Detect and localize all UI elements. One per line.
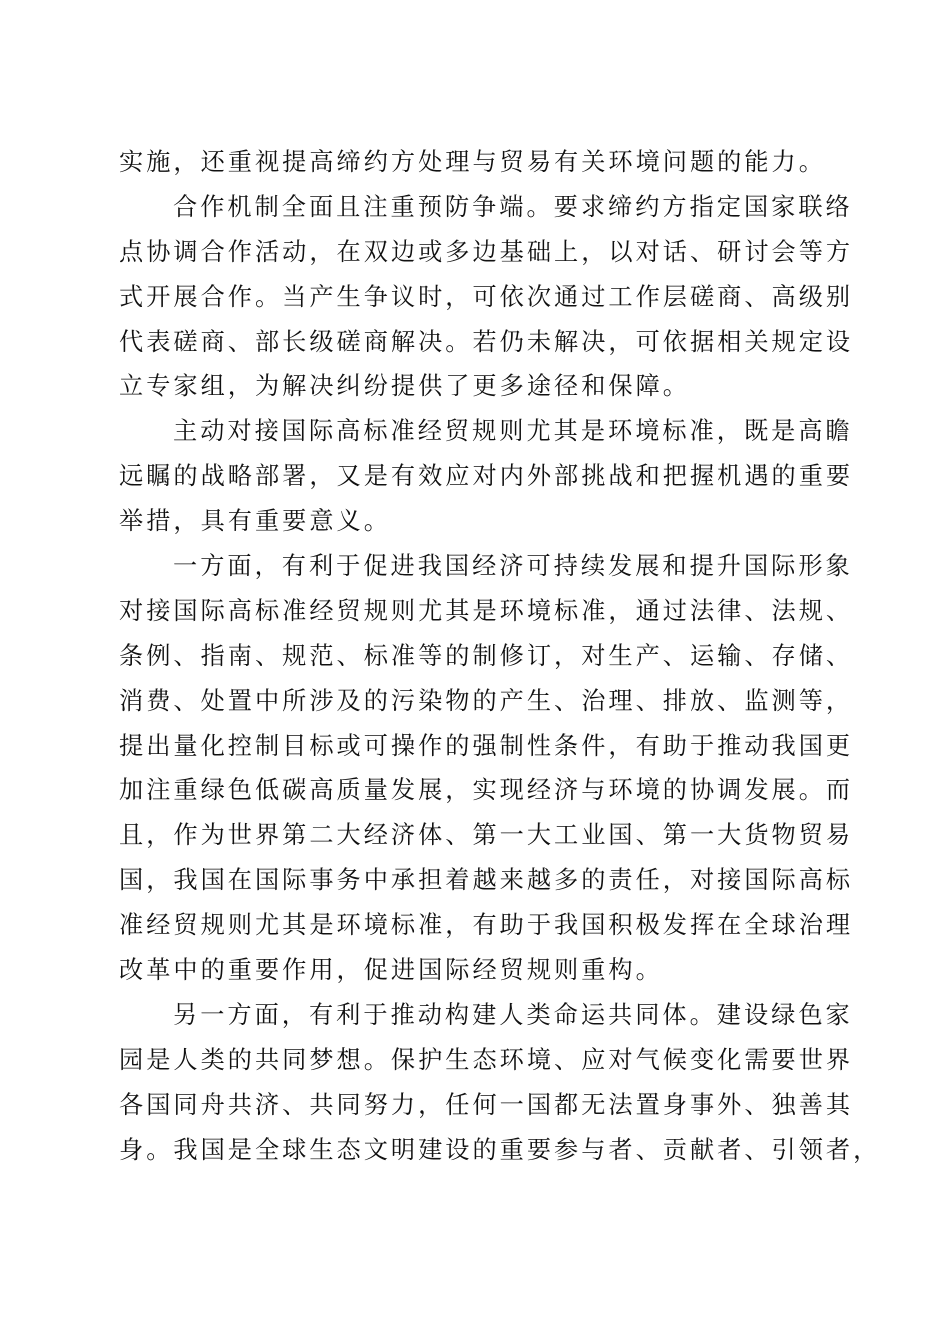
text-line: 条例、指南、规范、标准等的制修订，对生产、运输、存储、 [119, 641, 854, 670]
text-line: 改革中的重要作用，促进国际经贸规则重构。 [119, 956, 663, 985]
text-line: 一方面，有利于促进我国经济可持续发展和提升国际形象 [173, 552, 853, 581]
text-line: 提出量化控制目标或可操作的强制性条件，有助于推动我国更 [119, 731, 854, 760]
text-line: 且，作为世界第二大经济体、第一大工业国、第一大货物贸易 [119, 821, 854, 850]
text-line: 准经贸规则尤其是环境标准，有助于我国积极发挥在全球治理 [119, 911, 854, 940]
text-line: 身。我国是全球生态文明建设的重要参与者、贡献者、引领者， [119, 1135, 881, 1164]
text-line: 另一方面，有利于推动构建人类命运共同体。建设绿色家 [173, 1000, 853, 1029]
text-line: 主动对接国际高标准经贸规则尤其是环境标准，既是高瞻 [173, 417, 853, 446]
text-line: 对接国际高标准经贸规则尤其是环境标准，通过法律、法规、 [119, 596, 854, 625]
text-line: 代表磋商、部长级磋商解决。若仍未解决，可依据相关规定设 [119, 327, 854, 356]
text-line: 园是人类的共同梦想。保护生态环境、应对气候变化需要世界 [119, 1045, 854, 1074]
text-line: 远瞩的战略部署，又是有效应对内外部挑战和把握机遇的重要 [119, 462, 854, 491]
text-line: 国，我国在国际事务中承担着越来越多的责任，对接国际高标 [119, 866, 854, 895]
body-text [119, 140, 881, 1172]
text-line: 合作机制全面且注重预防争端。要求缔约方指定国家联络 [173, 192, 853, 221]
text-line: 式开展合作。当产生争议时，可依次通过工作层磋商、高级别 [119, 282, 854, 311]
text-line: 消费、处置中所涉及的污染物的产生、治理、排放、监测等， [119, 686, 854, 715]
text-line: 举措，具有重要意义。 [119, 507, 391, 536]
text-line: 实施，还重视提高缔约方处理与贸易有关环境问题的能力。 [119, 148, 826, 176]
text-line: 点协调合作活动，在双边或多边基础上，以对话、研讨会等方 [119, 237, 854, 266]
text-line: 加注重绿色低碳高质量发展，实现经济与环境的协调发展。而 [119, 776, 854, 805]
text-line: 各国同舟共济、共同努力，任何一国都无法置身事外、独善其 [119, 1090, 854, 1119]
text-line: 立专家组，为解决纠纷提供了更多途径和保障。 [119, 372, 690, 401]
